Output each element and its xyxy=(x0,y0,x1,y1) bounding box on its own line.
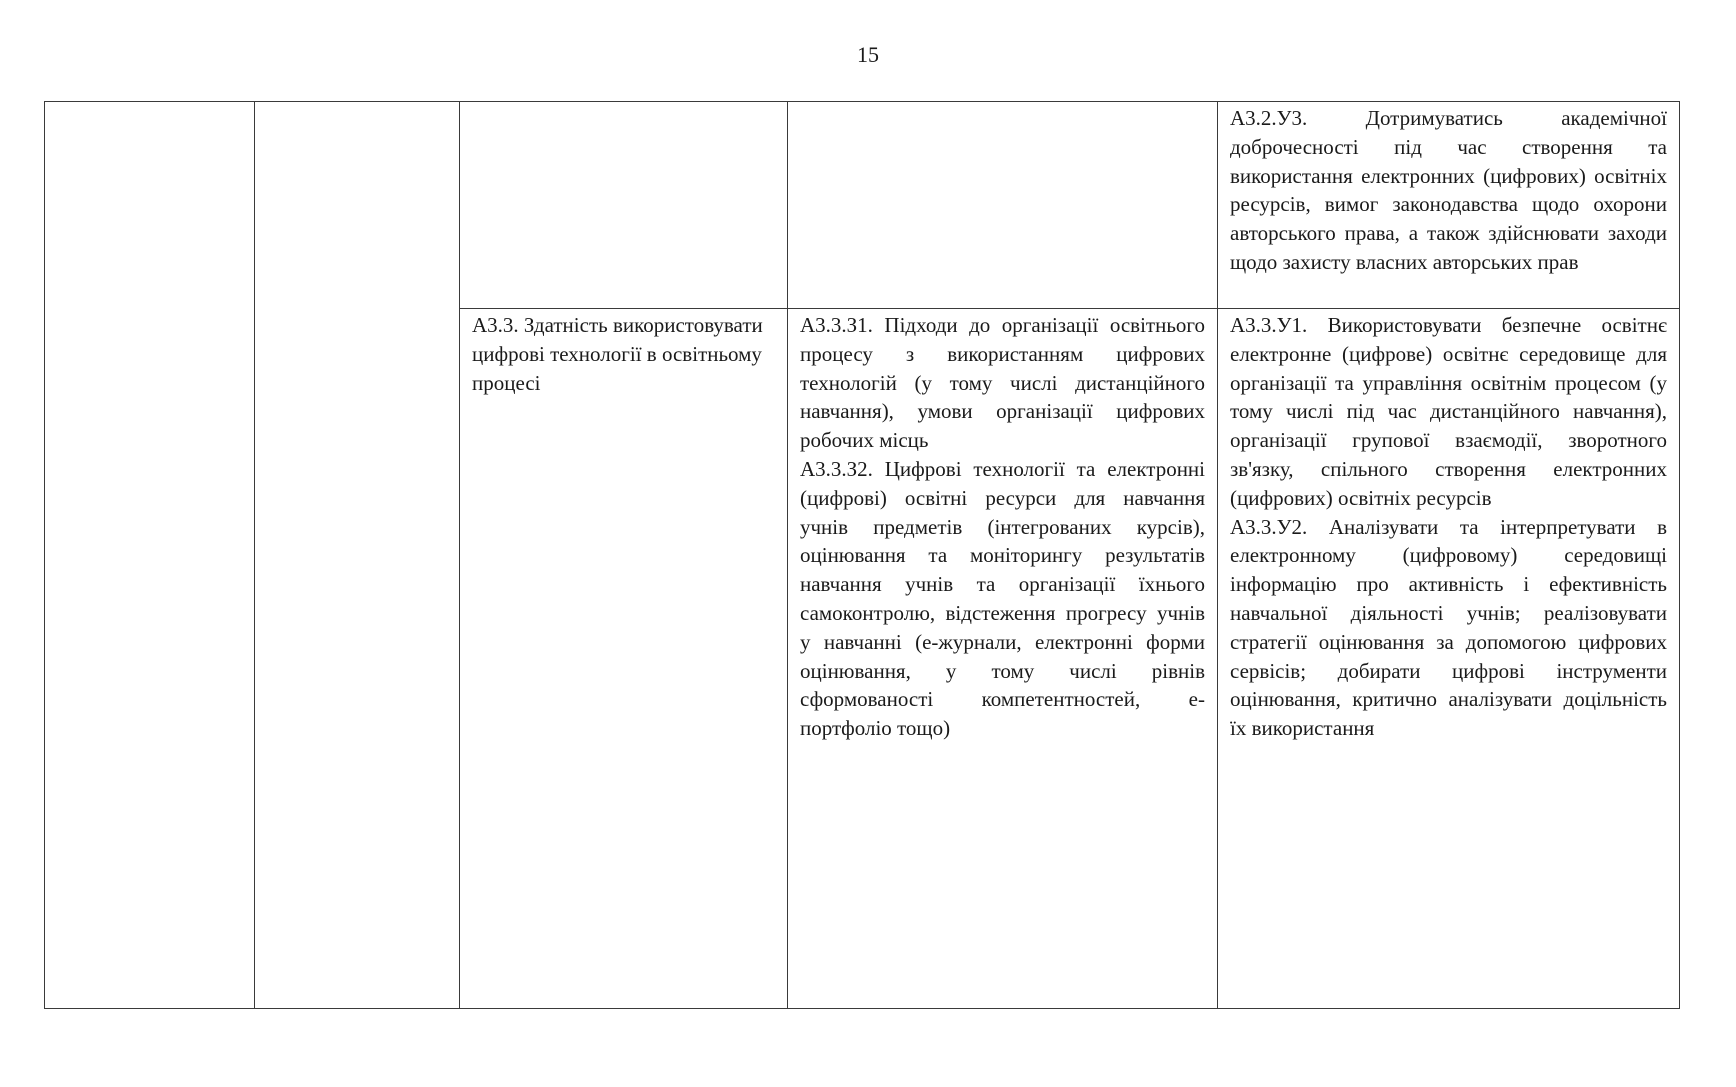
cell-knowledge-a33 xyxy=(788,309,1218,1009)
page-number: 15 xyxy=(857,42,879,67)
competency-table xyxy=(44,101,1680,1009)
table-row xyxy=(45,102,1680,309)
cell-competency-a33 xyxy=(460,309,788,1009)
skill-a33u1-text: А3.3.У1. Використовувати безпечне освітнє електронне (цифрове) освітнє середовище для організації та управління освітнім процесом (у тому числі під час дистанційного навчання), організації групової взаємодії, зворотного зв'язку, спільного створення електронних (цифрових) освітніх ресурсів xyxy=(1230,313,1667,510)
competency-a33-text: А3.3. Здатність використовувати цифрові технології в освітньому процесі xyxy=(472,313,763,395)
cell-empty-col1 xyxy=(45,102,255,1009)
cell-skills-a33 xyxy=(1218,309,1680,1009)
cell-empty-col2 xyxy=(255,102,460,1009)
skill-a33u2-text: А3.3.У2. Аналізувати та інтерпретувати в електронному (цифровому) середовищі інформацію про активність і ефективність навчальної діяльності учнів; реалізовувати стратегії оцінювання за допомогою цифрових сервісів; добирати цифрові інструменти оцінювання, критично аналізувати доцільність їх використання xyxy=(1230,514,1667,741)
skill-a323-text: А3.2.У3. Дотримуватись академічної доброчесності під час створення та використання електронних (цифрових) освітніх ресурсів, вимог законодавства щодо охорони авторського права, а також здійснювати заходи щодо захисту власних авторських прав xyxy=(1230,106,1667,274)
knowledge-a33z2-text: А3.3.З2. Цифрові технології та електронні (цифрові) освітні ресурси для навчання учнів предметів (інтегрованих курсів), оцінювання та моніторингу результатів навчання учнів та організації їхнього самоконтролю, відстеження прогресу учнів у навчанні (е-журнали, електронні форми оцінювання, у тому числі рівнів сформованості компетентностей, е-портфоліо тощо) xyxy=(800,456,1205,741)
cell-empty-col4 xyxy=(788,102,1218,309)
knowledge-a33z1-text: А3.3.З1. Підходи до організації освітнього процесу з використанням цифрових технологій (у тому числі дистанційного навчання), умови організації цифрових робочих місць xyxy=(800,313,1205,453)
cell-skill-a323 xyxy=(1218,102,1680,309)
cell-empty-col3 xyxy=(460,102,788,309)
